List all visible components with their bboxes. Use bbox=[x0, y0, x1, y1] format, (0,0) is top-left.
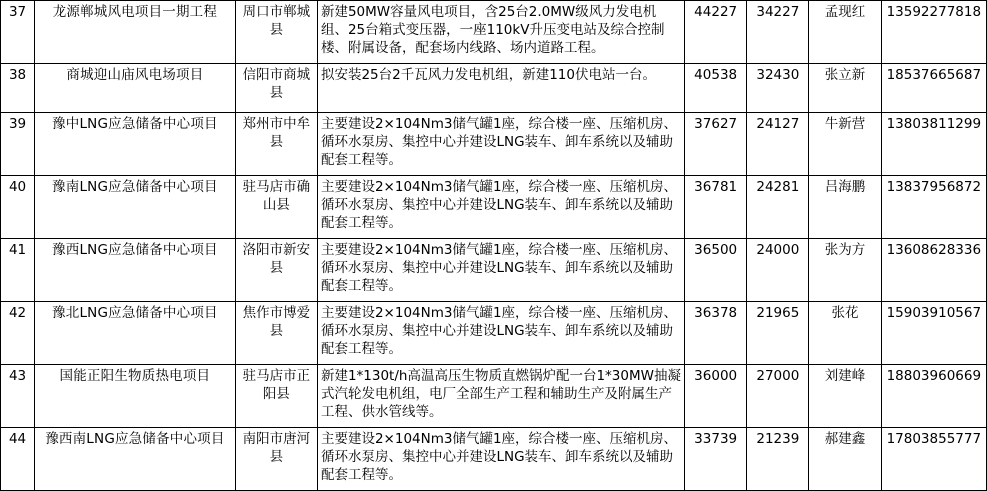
description-text: 拟安装25台2千瓦风力发电机组，新建110伏电站一台。 bbox=[320, 67, 656, 83]
cell-contact bbox=[809, 1, 881, 64]
contact-text: 刘建峰 bbox=[824, 368, 866, 384]
cell-phone bbox=[881, 64, 986, 113]
index-text: 39 bbox=[8, 116, 27, 132]
cell-index bbox=[1, 64, 35, 113]
project-name-text: 豫南LNG应急储备中心项目 bbox=[52, 179, 218, 195]
phone-text: 17803855777 bbox=[886, 431, 982, 447]
cell-project-name bbox=[35, 302, 236, 365]
cell-contact bbox=[809, 176, 881, 239]
total-investment-text: 36378 bbox=[694, 305, 738, 321]
cell-project-name bbox=[35, 64, 236, 113]
contact-text: 张花 bbox=[831, 305, 859, 321]
location-text: 周口市郸城县 bbox=[242, 4, 311, 39]
annual-investment-text: 32430 bbox=[756, 67, 800, 83]
location-text: 洛阳市新安县 bbox=[242, 242, 311, 277]
cell-description bbox=[317, 365, 684, 428]
cell-phone bbox=[881, 365, 986, 428]
cell-description bbox=[317, 1, 684, 64]
cell-phone bbox=[881, 302, 986, 365]
project-name-text: 豫西南LNG应急储备中心项目 bbox=[45, 431, 225, 447]
cell-description bbox=[317, 113, 684, 176]
cell-description bbox=[317, 176, 684, 239]
phone-text: 18803960669 bbox=[886, 368, 982, 384]
cell-index bbox=[1, 365, 35, 428]
annual-investment-text: 34227 bbox=[756, 4, 800, 20]
project-name-text: 豫中LNG应急储备中心项目 bbox=[52, 116, 218, 132]
location-text: 南阳市唐河县 bbox=[242, 431, 311, 466]
location-text: 驻马店市正阳县 bbox=[242, 368, 311, 403]
cell-location bbox=[235, 64, 317, 113]
cell-index bbox=[1, 176, 35, 239]
cell-index bbox=[1, 428, 35, 491]
cell-description bbox=[317, 302, 684, 365]
cell-location bbox=[235, 365, 317, 428]
location-text: 驻马店市确山县 bbox=[242, 179, 311, 214]
phone-text: 13803811299 bbox=[886, 116, 982, 132]
phone-text: 13837956872 bbox=[886, 179, 982, 195]
contact-text: 吕海鹏 bbox=[824, 179, 866, 195]
cell-location bbox=[235, 428, 317, 491]
cell-project-name bbox=[35, 428, 236, 491]
cell-annual-investment bbox=[747, 365, 809, 428]
cell-description bbox=[317, 64, 684, 113]
cell-total-investment bbox=[685, 176, 747, 239]
cell-project-name bbox=[35, 176, 236, 239]
contact-text: 孟现红 bbox=[824, 4, 866, 20]
cell-total-investment bbox=[685, 365, 747, 428]
cell-annual-investment bbox=[747, 64, 809, 113]
cell-annual-investment bbox=[747, 113, 809, 176]
cell-contact bbox=[809, 428, 881, 491]
cell-phone bbox=[881, 239, 986, 302]
phone-text: 13592277818 bbox=[886, 4, 982, 20]
cell-location bbox=[235, 302, 317, 365]
total-investment-text: 36500 bbox=[694, 242, 738, 258]
table-row bbox=[1, 239, 987, 302]
description-text: 新建1*130t/h高温高压生物质直燃锅炉配一台1*30MW抽凝式汽轮发电机组，电厂全部生产工程和辅助生产及附属生产工程、供水管线等。 bbox=[320, 368, 681, 421]
phone-text: 13608628336 bbox=[886, 242, 982, 258]
table-body bbox=[1, 1, 987, 491]
cell-project-name bbox=[35, 239, 236, 302]
cell-total-investment bbox=[685, 239, 747, 302]
total-investment-text: 40538 bbox=[694, 67, 738, 83]
project-name-text: 商城迎山庙风电场项目 bbox=[66, 67, 204, 83]
total-investment-text: 36781 bbox=[694, 179, 738, 195]
cell-phone bbox=[881, 428, 986, 491]
cell-project-name bbox=[35, 113, 236, 176]
cell-total-investment bbox=[685, 1, 747, 64]
contact-text: 张立新 bbox=[824, 67, 866, 83]
cell-total-investment bbox=[685, 302, 747, 365]
cell-location bbox=[235, 239, 317, 302]
annual-investment-text: 24281 bbox=[756, 179, 800, 195]
description-text: 主要建设2×104Nm3储气罐1座，综合楼一座、压缩机房、循环水泵房、集控中心并建设LNG装车、卸车系统以及辅助配套工程等。 bbox=[320, 305, 678, 358]
cell-location bbox=[235, 1, 317, 64]
total-investment-text: 36000 bbox=[694, 368, 738, 384]
index-text: 38 bbox=[8, 67, 27, 83]
annual-investment-text: 27000 bbox=[756, 368, 800, 384]
cell-contact bbox=[809, 64, 881, 113]
annual-investment-text: 24000 bbox=[756, 242, 800, 258]
cell-contact bbox=[809, 302, 881, 365]
cell-project-name bbox=[35, 365, 236, 428]
cell-contact bbox=[809, 239, 881, 302]
project-name-text: 国能正阳生物质热电项目 bbox=[59, 368, 211, 384]
cell-location bbox=[235, 176, 317, 239]
cell-index bbox=[1, 113, 35, 176]
index-text: 41 bbox=[8, 242, 27, 258]
project-name-text: 豫北LNG应急储备中心项目 bbox=[52, 305, 218, 321]
total-investment-text: 33739 bbox=[694, 431, 738, 447]
index-text: 37 bbox=[8, 4, 27, 20]
total-investment-text: 37627 bbox=[694, 116, 738, 132]
table-row bbox=[1, 428, 987, 491]
cell-description bbox=[317, 428, 684, 491]
table-row bbox=[1, 113, 987, 176]
table-row bbox=[1, 176, 987, 239]
cell-phone bbox=[881, 1, 986, 64]
description-text: 新建50MW容量风电项目，含25台2.0MW级风力发电机组、25台箱式变压器，一座110kV升压变电站及综合控制楼、附属设备，配套场内线路、场内道路工程。 bbox=[320, 4, 665, 57]
cell-project-name bbox=[35, 1, 236, 64]
cell-contact bbox=[809, 365, 881, 428]
index-text: 44 bbox=[8, 431, 27, 447]
cell-annual-investment bbox=[747, 428, 809, 491]
total-investment-text: 44227 bbox=[694, 4, 738, 20]
cell-phone bbox=[881, 176, 986, 239]
description-text: 主要建设2×104Nm3储气罐1座，综合楼一座、压缩机房、循环水泵房、集控中心并建设LNG装车、卸车系统以及辅助配套工程等。 bbox=[320, 431, 678, 484]
phone-text: 15903910567 bbox=[886, 305, 982, 321]
contact-text: 张为方 bbox=[824, 242, 866, 258]
cell-index bbox=[1, 1, 35, 64]
annual-investment-text: 21965 bbox=[756, 305, 800, 321]
description-text: 主要建设2×104Nm3储气罐1座，综合楼一座、压缩机房、循环水泵房、集控中心并建设LNG装车、卸车系统以及辅助配套工程等。 bbox=[320, 179, 678, 232]
project-name-text: 龙源郸城风电项目一期工程 bbox=[52, 4, 218, 20]
table-row bbox=[1, 64, 987, 113]
cell-location bbox=[235, 113, 317, 176]
annual-investment-text: 21239 bbox=[756, 431, 800, 447]
cell-annual-investment bbox=[747, 1, 809, 64]
location-text: 郑州市中牟县 bbox=[242, 116, 311, 151]
location-text: 焦作市博爱县 bbox=[242, 305, 311, 340]
cell-description bbox=[317, 239, 684, 302]
cell-index bbox=[1, 302, 35, 365]
cell-total-investment bbox=[685, 64, 747, 113]
cell-annual-investment bbox=[747, 239, 809, 302]
table-row bbox=[1, 302, 987, 365]
cell-index bbox=[1, 239, 35, 302]
location-text: 信阳市商城县 bbox=[242, 67, 311, 102]
cell-total-investment bbox=[685, 113, 747, 176]
table-row bbox=[1, 365, 987, 428]
table-row bbox=[1, 1, 987, 64]
contact-text: 郝建鑫 bbox=[824, 431, 866, 447]
phone-text: 18537665687 bbox=[886, 67, 982, 83]
description-text: 主要建设2×104Nm3储气罐1座，综合楼一座、压缩机房、循环水泵房、集控中心并建设LNG装车、卸车系统以及辅助配套工程等。 bbox=[320, 116, 678, 169]
cell-annual-investment bbox=[747, 302, 809, 365]
index-text: 43 bbox=[8, 368, 27, 384]
index-text: 40 bbox=[8, 179, 27, 195]
description-text: 主要建设2×104Nm3储气罐1座，综合楼一座、压缩机房、循环水泵房、集控中心并建设LNG装车、卸车系统以及辅助配套工程等。 bbox=[320, 242, 678, 295]
project-name-text: 豫西LNG应急储备中心项目 bbox=[52, 242, 218, 258]
contact-text: 牛新营 bbox=[824, 116, 866, 132]
cell-total-investment bbox=[685, 428, 747, 491]
cell-annual-investment bbox=[747, 176, 809, 239]
index-text: 42 bbox=[8, 305, 27, 321]
annual-investment-text: 24127 bbox=[756, 116, 800, 132]
cell-phone bbox=[881, 113, 986, 176]
cell-contact bbox=[809, 113, 881, 176]
